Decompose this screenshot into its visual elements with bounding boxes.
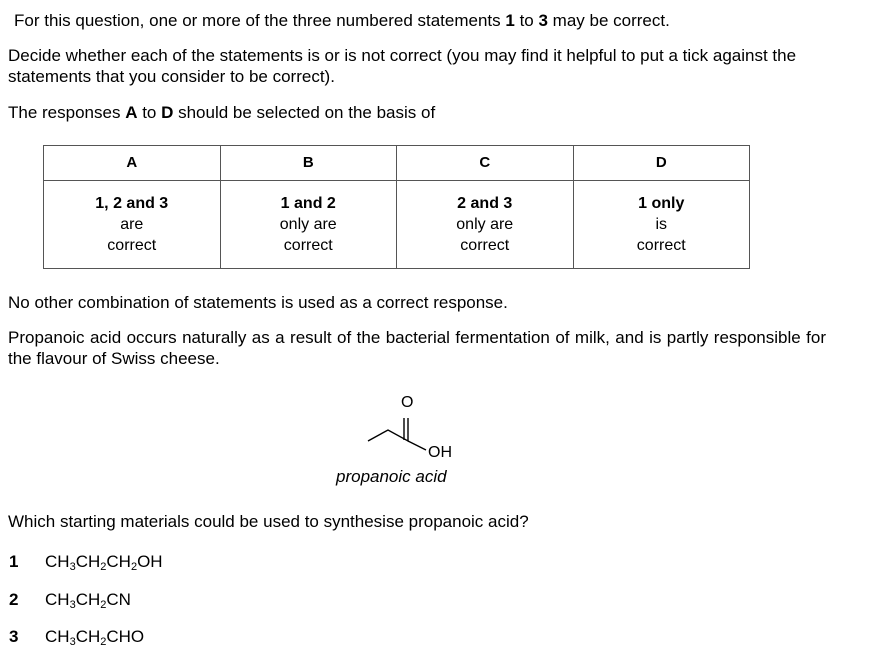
statement-number-1: 1 bbox=[505, 11, 515, 30]
structure-caption: propanoic acid bbox=[336, 467, 447, 486]
no-other-combination-note: No other combination of statements is used as a correct response. bbox=[8, 293, 508, 312]
statement-3-formula: $CH_3CH_2CHO$ bbox=[45, 627, 145, 648]
cell-a-line2: are bbox=[120, 215, 144, 233]
decide-instruction: Decide whether each of the statements is or is not correct (you may find it helpful to put a tick against the statements that you consider to be correct). bbox=[8, 46, 797, 86]
hydroxyl-label: OH bbox=[428, 444, 452, 461]
response-key-table bbox=[43, 145, 750, 269]
cell-d-line1: 1 only bbox=[638, 194, 685, 212]
response-cell-d bbox=[573, 180, 750, 268]
carbon-chain-bonds bbox=[368, 418, 408, 441]
cell-b-line2: only are bbox=[279, 215, 337, 233]
responses-instruction bbox=[8, 102, 435, 123]
instruction-text-a: For this question, one or more of the three numbered statements bbox=[14, 11, 506, 30]
statement-2 bbox=[9, 589, 131, 610]
response-letter-a: A bbox=[125, 103, 138, 122]
statement-3 bbox=[9, 626, 144, 647]
response-header-c: C bbox=[397, 146, 574, 181]
responses-text-c: should be selected on the basis of bbox=[173, 103, 436, 122]
statement-1-formula: $CH_3CH_2CH_2OH$ bbox=[45, 552, 163, 573]
question-text: Which starting materials could be used to synthesise propanoic acid? bbox=[8, 512, 529, 531]
cell-c-line1: 2 and 3 bbox=[457, 194, 513, 212]
response-header-b: B bbox=[220, 146, 397, 181]
cell-b-line3: correct bbox=[283, 236, 333, 254]
statement-3-number: 3 bbox=[9, 627, 19, 646]
oxygen-label: O bbox=[401, 394, 414, 411]
response-header-row bbox=[44, 146, 750, 181]
statement-2-formula: $CH_3CH_2CN$ bbox=[45, 590, 131, 611]
cell-a-line1: 1, 2 and 3 bbox=[95, 194, 169, 212]
response-cell-b bbox=[220, 180, 397, 268]
statement-number-3: 3 bbox=[538, 11, 548, 30]
cell-d-line2: is bbox=[655, 215, 668, 233]
instruction-text-c: may be correct. bbox=[547, 11, 670, 30]
statement-1-number: 1 bbox=[9, 552, 19, 571]
cell-b-line1: 1 and 2 bbox=[280, 194, 336, 212]
response-header-a: A bbox=[44, 146, 221, 181]
response-header-d: D bbox=[573, 146, 750, 181]
responses-text-mid: to bbox=[137, 103, 162, 122]
cell-a-line3: correct bbox=[107, 236, 157, 254]
statement-1 bbox=[9, 551, 163, 572]
instruction-line bbox=[14, 10, 670, 31]
cell-c-line3: correct bbox=[460, 236, 510, 254]
cell-c-line2: only are bbox=[456, 215, 514, 233]
propanoic-acid-structure bbox=[360, 388, 470, 468]
cell-d-line3: correct bbox=[636, 236, 686, 254]
response-cell-c bbox=[397, 180, 574, 268]
statement-2-number: 2 bbox=[9, 590, 19, 609]
response-body-row bbox=[44, 180, 750, 268]
context-paragraph: Propanoic acid occurs naturally as a result of the bacterial fermentation of milk, and is partly responsible for the flavour of Swiss cheese. bbox=[8, 328, 826, 368]
response-letter-d: D bbox=[161, 103, 174, 122]
response-cell-a bbox=[44, 180, 221, 268]
c-oh-bond bbox=[408, 441, 426, 450]
responses-text-a: The responses bbox=[8, 103, 126, 122]
instruction-text-mid: to bbox=[514, 11, 539, 30]
